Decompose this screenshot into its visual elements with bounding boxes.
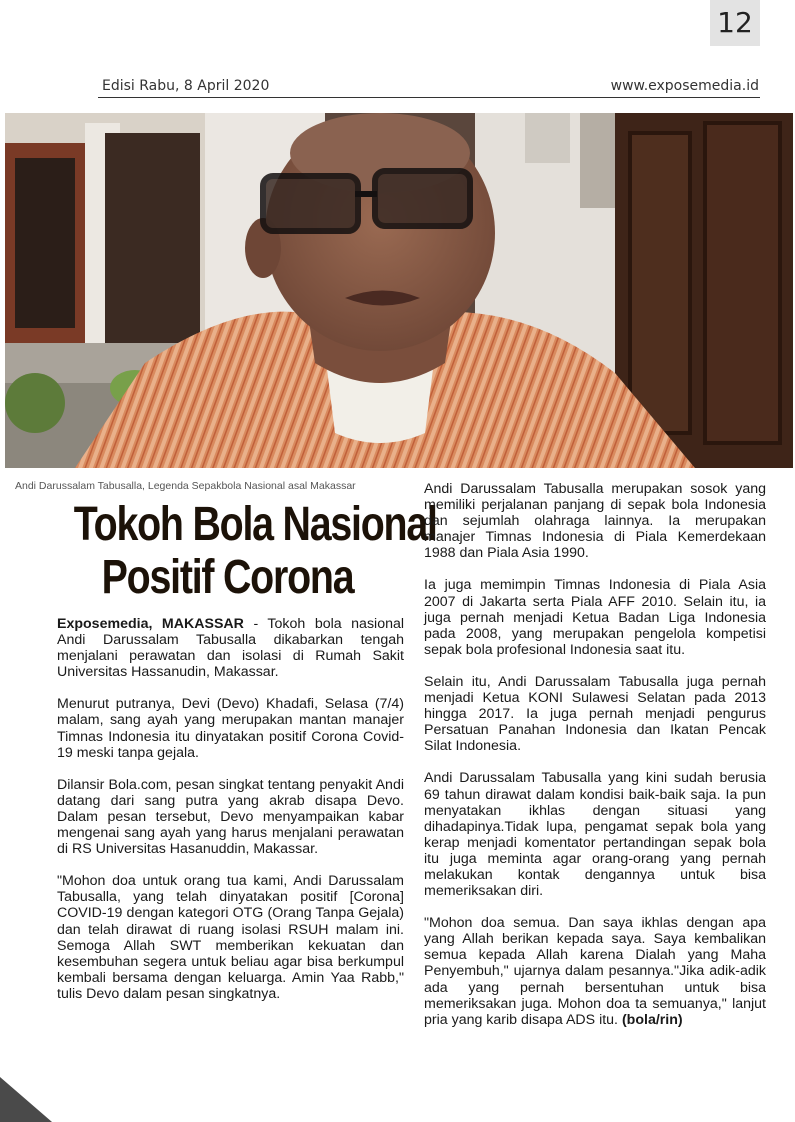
website-url: www.exposemedia.id xyxy=(610,78,759,94)
headline-line-1: Tokoh Bola Nasional xyxy=(73,498,437,551)
article-paragraph-7: Selain itu, Andi Darussalam Tabusalla juga pernah menjadi Ketua KONI Sulawesi Selatan pada 2013 hingga 2017. Ia juga pernah menjadi pengurus Persatuan Panahan Indonesia dan Ikatan Pencak Silat Indonesia. xyxy=(424,673,766,755)
edition-date: Edisi Rabu, 8 April 2020 xyxy=(102,78,270,94)
page-corner-decoration xyxy=(0,1077,52,1122)
article-column-left xyxy=(57,616,404,1018)
article-paragraph-8: Andi Darussalam Tabusalla yang kini sudah berusia 69 tahun dirawat dalam kondisi baik-baik saja. Ia pun menyatakan ikhlas dengan situasi yang dihadapinya.Tidak lupa, pengamat sepak bola yang kerap menjadi komentator pertandingan sepak bola itu juga meminta agar orang-orang yang pernah melakukan kontak dengannya untuk bisa memeriksakan diri. xyxy=(424,770,766,900)
headline-line-2: Positif Corona xyxy=(101,551,354,604)
article-headline xyxy=(73,498,437,604)
photo-caption: Andi Darussalam Tabusalla, Legenda Sepakbola Nasional asal Makassar xyxy=(15,480,356,492)
article-photo xyxy=(5,113,793,468)
article-paragraph-9 xyxy=(424,915,766,1028)
article-paragraph-2: Menurut putranya, Devi (Devo) Khadafi, Selasa (7/4) malam, sang ayah yang merupakan mantan manajer Timnas Indonesia itu dinyatakan positif Corona Covid-19 meski tanpa gejala. xyxy=(57,696,404,761)
page-number: 12 xyxy=(710,0,760,46)
byline: (bola/rin) xyxy=(621,1011,683,1028)
paragraph-9-text: "Mohon doa semua. Dan saya ikhlas dengan apa yang Allah berikan kepada saya. Saya kembalikan semua kepada Allah karena Dialah yang Maha Penyembuh," ujarnya dalam pesannya."Jika adik-adik ada yang pernah bersentuhan untuk bisa memeriksakan juga. Mohon doa ta semuanya," lanjut pria yang karib disapa ADS itu. xyxy=(424,915,766,1028)
article-paragraph-5: Andi Darussalam Tabusalla merupakan sosok yang memiliki perjalanan panjang di sepak bola Indonesia dan sejumlah olahraga lainnya. Ia merupakan manajer Timnas Indonesia di Piala Kemerdekaan 1988 dan Piala Asia 1990. xyxy=(424,481,766,562)
article-paragraph-4: "Mohon doa untuk orang tua kami, Andi Darussalam Tabusalla, yang telah dinyatakan positif [Corona] COVID-19 dengan kategori OTG (Orang Tanpa Gejala) dan telah dirawat di ruang isolasi RSUH malam ini. Semoga Allah SWT memberikan kekuatan dan kesembuhan segera untuk beliau agar bisa berkumpul kembali bersama dengan keluarga. Amin Yaa Rabb," tulis Devo dalam pesan singkatnya. xyxy=(57,873,404,1002)
article-paragraph-3: Dilansir Bola.com, pesan singkat tentang penyakit Andi datang dari sang putra yang akrab disapa Devo. Dalam pesan tersebut, Devo menyampaikan kabar mengenai sang ayah yang harus menjalani perawatan di RS Universitas Hasanuddin, Makassar. xyxy=(57,776,404,858)
header-rule xyxy=(98,97,760,98)
article-paragraph-6: Ia juga memimpin Timnas Indonesia di Piala Asia 2007 di Jakarta serta Piala AFF 2010. Selain itu, ia juga pernah menjadi Ketua Badan Liga Indonesia pada 2008, yang merupakan pengelola kompetisi sepak bola profesional Indonesia saat itu. xyxy=(424,577,766,658)
paragraph-1-text: - Tokoh bola nasional Andi Darussalam Tabusalla dikabarkan tengah menjalani perawatan dan isolasi di Rumah Sakit Universitas Hassanudin, Makassar. xyxy=(57,616,405,681)
article-paragraph-1 xyxy=(57,616,404,680)
dateline: Exposemedia, MAKASSAR xyxy=(57,616,244,632)
portrait-illustration xyxy=(5,113,793,468)
article-column-right xyxy=(424,481,766,1044)
